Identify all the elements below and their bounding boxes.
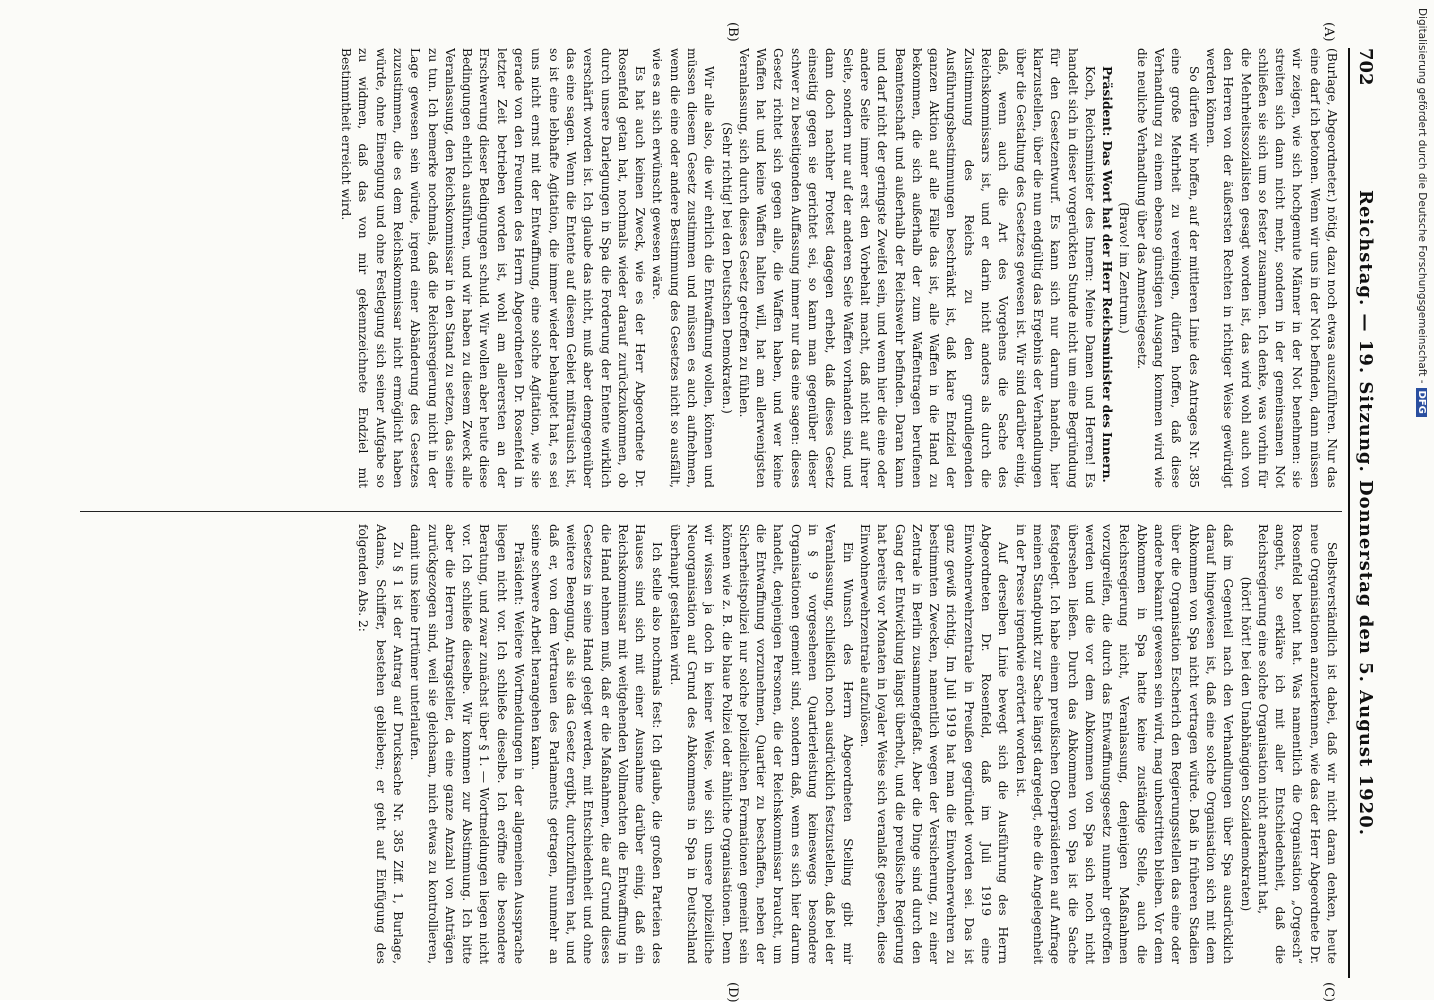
margin-label-b: (B) xyxy=(725,22,740,42)
margin-label-a: (A) xyxy=(1321,22,1336,42)
interjection: (hört! hört! bei den Unabhängigen Sozialdemokraten) xyxy=(1238,576,1253,912)
speaker-paragraph: Präsident: Das Wort hat der Herr Reichsminister des Innern. xyxy=(1100,66,1115,483)
interjection: (Sehr richtig! bei den Deutschen Demokraten.) xyxy=(719,122,734,414)
margin-label-c: (C) xyxy=(1321,982,1336,1003)
interjection: (Bravo! im Zentrum.) xyxy=(1117,202,1132,334)
watermark-text xyxy=(1408,8,1428,988)
rotated-page-content xyxy=(50,22,1380,1003)
digitization-watermark xyxy=(1412,8,1432,988)
column-divider xyxy=(80,511,1342,512)
paragraph: (Burlage, Abgeordneter.) nötig, dazu noch etwas auszuführen. Nur das eine darf ich betonen. Wenn wir uns in der Not befinden, dann müssen wir zeigen, wie sich hochgemute Männer in der Not benehmen: sie streiten sich dann nicht mehr, sondern in der gemeinsamen Not schließen sie sich um so fester zusammen. Ich denke, was vorhin für die Mehrheitssozialisten gesagt worden ist, das wird wohl auch von den Herren von der äußersten Rechten in richtiger Weise gewürdigt werden können. xyxy=(1203,48,1339,488)
left-column xyxy=(80,48,1340,488)
paragraph: Ich stelle also nochmals fest: Ich glaube, die großen Parteien des Hauses sind sich mit einer Ausnahme darüber einig, daß ein Reichskommissar mit weitgehenden Vollmachten die Entwaffnung in die Hand nehmen muß, daß er die Maßnahmen, die auf Grund dieses Gesetzes in seine Hand gelegt werden, mit Entschiedenheit und ohne weitere Beengung, als sie das Gesetz ergibt, durchzuführen hat, und daß er, von dem Vertrauen des Parlaments getragen, nunmehr an seine schwere Arbeit herangehen kann. xyxy=(529,524,665,964)
paragraph: Auf derselben Linie bewegt sich die Ausführung des Herrn Abgeordneten Dr. Rosenfeld, daß im Juli 1919 eine Einwohnerwehrzentrale in Preußen gegründet worden sei. Das ist ganz gewiß richtig. Im Juli 1919 hat man die Einwohnerwehren zu bestimmten Zwecken, namentlich wegen der Versicherung, zu einer Zentrale in Berlin zusammengefaßt. Aber die Dinge sind durch den Gang der Entwicklung längst überholt, und die preußische Regierung hat bereits vor Monaten in loyaler Weise sich veranlaßt gesehen, diese Einwohnerwehrzentrale aufzulösen. xyxy=(857,524,1011,964)
page-number: 702 xyxy=(1355,48,1376,86)
paragraph: So dürfen wir hoffen, auf der mittleren Linie des Antrages Nr. 385 eine große Mehrheit zu vereinigen, dürfen hoffen, daß diese Verhandlung zu einem ebenso günstigen Ausgang kommen wird wie die neuliche Verhandlung über das Amnestiegesetz. xyxy=(1134,48,1201,488)
page-header xyxy=(1348,48,1380,978)
paragraph: Zu § 1 ist der Antrag auf Drucksache Nr. 385 Ziff. 1, Burlage, Adams, Schiffer, bestehen geblieben; er geht auf Einfügung des folgenden Abs. 2: xyxy=(356,524,405,964)
speaker-paragraph: Präsident: Weitere Wortmeldungen in der allgemeinen Aussprache liegen nicht vor. Ich schließe dieselbe. Ich eröffne die besondere Beratung, und zwar zunächst über § 1. — Wortmeldungen liegen nicht vor. Ich schließe dieselbe. Wir kommen zur Abstimmung. Ich bitte aber die Herren Antragsteller, da eine ganze Anzahl von Anträgen zurückgezogen sind, weil sie gleichsam, mich etwas zu kontrollieren, damit uns keine Irrtümer unterlaufen. xyxy=(408,524,527,964)
paragraph: daß im Gegenteil nach den Verhandlungen über Spa ausdrücklich darauf hingewiesen ist, daß eine solche Organisation sich mit dem Abkommen von Spa nicht vertragen würde. Daß in früheren Stadien über die Organisation Escherich den Regierungsstellen das eine oder andere bekannt gewesen sein wird, mag unbestritten bleiben. Vor dem Abkommen in Spa hatte keine zuständige Stelle, auch die Reichsregierung nicht, Veranlassung, denjenigen Maßnahmen vorzugreifen, die durch das Entwaffnungsgesetz nunmehr getroffen werden und die vor dem Abkommen von Spa sich noch nicht übersehen ließen. Durch das Abkommen von Spa ist die Sache festgelegt. Ich habe einem preußischen Oberpräsidenten auf Anfrage meinen Standpunkt zur Sache längst dargelegt, ehe die Angelegenheit in der Presse irgendwie erörtert worden ist. xyxy=(1013,524,1236,964)
page-title: Reichstag. — 19. Sitzung. Donnerstag den 5. August 1920. xyxy=(1355,190,1376,836)
margin-label-d: (D) xyxy=(725,982,740,1003)
paragraph: Es hat auch keinen Zweck, wie es der Herr Abgeordnete Dr. Rosenfeld getan hat, nochmals wieder darauf zurückzukommen, ob durch unsere Darlegungen in Spa die Forderung der Entente wirklich verschärft worden ist. Ich glaube das nicht, muß aber demgegenüber das eine sagen. Wenn die Entente auf diesem Gebiet mißtrauisch ist, so ist eine lebhafte Agitation, die immer wieder behauptet hat, es sei uns nicht ernst mit der Entwaffnung, eine solche Agitation, wie sie gerade von den Freunden des Herrn Abgeordneten Dr. Rosenfeld in letzter Zeit betrieben worden ist, wohl am allerersten an der Erschwerung dieser Bedingungen schuld. Wir wollen aber heute diese Bedingungen ehrlich ausführen, und wir haben zu diesem Zweck alle Veranlassung, den Reichskommissar in den Stand zu setzen, das seine zu tun. Ich bemerke nochmals, daß die Reichsregierung nicht in der Lage gewesen sein würde, irgend einer Abänderung des Gesetzes zuzustimmen, die es dem Reichskommissar nicht ermöglicht haben würde, ohne Einengung und ohne Festlegung sich seiner Aufgabe so zu widmen, daß das von mir gekennzeichnete Endziel mit Bestimmtheit erreicht wird. xyxy=(339,48,648,488)
watermark-caption: Digitalisierung gefördert durch die Deutsche Forschungsgemeinschaft - xyxy=(1416,8,1428,384)
paragraph: Koch, Reichsminister des Innern: Meine Damen und Herren! Es handelt sich in dieser vorgerückten Stunde nicht um eine Begründung für den Gesetzentwurf. Es kann sich nur darum handeln, hier klarzustellen, über die nun endgültig das Ergebnis der Verhandlungen über die Gestaltung des Gesetzes gewesen ist. Wir sind darüber einig, daß, wenn auch die Art des Vorgehens die Sache des Reichskommissars ist, und er darin nicht anders als durch die Zustimmung des Reichs zu den grundlegenden Ausführungsbestimmungen beschränkt ist, daß klare Endziel der ganzen Aktion auf alle Fälle das ist, alle Waffen in die Hand zu bekommen, die sich außerhalb der zum Waffentragen berufenen Beamtenschaft und außerhalb der Reichswehr befinden. Daran kann und darf nicht der geringste Zweifel sein, und wenn hier die eine oder andere Seite immer erst den Vorbehalt macht, daß nicht auf ihrer Seite, sondern nur auf der anderen Seite Waffen vorhanden sind, und dann doch nachher Protest dagegen erhebt, daß dieses Gesetz einseitig gegen sie gerichtet sei, so kann man gegenüber dieser schwer zu beseitigenden Auffassung immer nur das eine sagen: dieses Gesetz richtet sich gegen alle, die Waffen haben, und wer keine Waffen hat und keine Waffen halten will, hat am allerwenigsten Veranlassung, sich durch dieses Gesetz getroffen zu fühlen. xyxy=(736,48,1097,488)
right-column xyxy=(80,524,1340,964)
paragraph: Ein Wunsch des Herrn Abgeordneten Stelling gibt mir Veranlassung, schließlich noch ausdrücklich festzustellen, daß bei der in § 9 vorgesehenen Quartierleistung keineswegs besondere Organisationen gemeint sind, sondern daß, wenn es sich hier darum handelt, denjenigen Personen, die der Reichskommissar braucht, um die Entwaffnung vorzunehmen, Quartier zu beschaffen, neben der Sicherheitspolizei nur solche polizeilichen Formationen gemeint sein können wie z. B. die blaue Polizei oder ähnliche Organisationen. Denn wir wissen ja doch in keiner Weise, wie sich unsere polizeiliche Neuorganisation auf Grund des Abkommens in Spa in Deutschland überhaupt gestalten wird. xyxy=(667,524,855,964)
paragraph: Selbstverständlich ist dabei, daß wir nicht daran denken, heute neue Organisationen anzuerkennen, wie das der Herr Abgeordnete Dr. Rosenfeld betont hat. Was namentlich die Organisation „Orgesch“ angeht, so erkläre ich mit aller Entschiedenheit, daß die Reichsregierung eine solche Organisation nicht anerkannt hat, xyxy=(1255,524,1339,964)
dfg-logo: DFG xyxy=(1416,388,1427,417)
paragraph: Wir alle also, die wir ehrlich die Entwaffnung wollen, können und müssen diesem Gesetz zustimmen und müssen es auch aufnehmen, wenn die eine oder andere Bestimmung des Gesetzes nicht so ausfällt, wie es an sich erwünscht gewesen wäre. xyxy=(650,48,717,488)
